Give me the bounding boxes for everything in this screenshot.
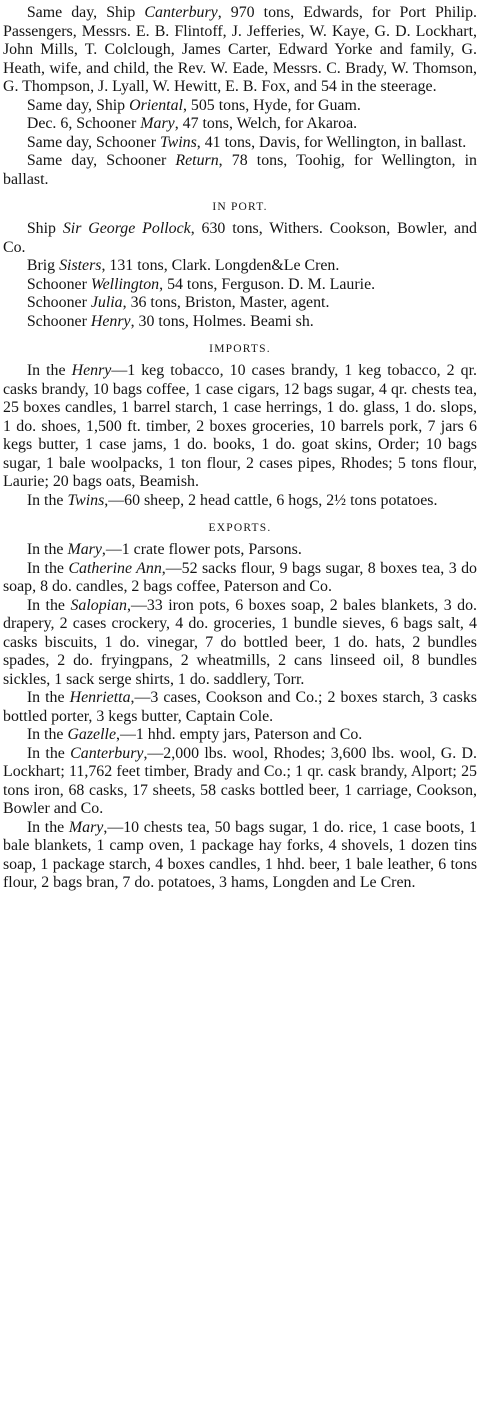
vessel-name: Henry (90, 312, 131, 330)
vessel-name: Gazelle (67, 726, 116, 743)
departures-entry: Same day, Schooner Twins, 41 tons, Davis, for Wellington, in ballast. (26, 133, 467, 151)
exports-entry: In the Henrietta,—3 cases, Cookson and Co.; 2 boxes starch, 3 casks bottled porter, 3 kegs butter, Captain Cole. (3, 689, 477, 725)
departures-entry: Dec. 6, Schooner Mary, 47 tons, Welch, for Akaroa. (26, 115, 358, 132)
vessel-name: Oriental (129, 96, 183, 114)
vessel-name: Salopian (70, 596, 127, 614)
imports-entry: In the Twins,—60 sheep, 2 head cattle, 6 hogs, 2½ tons potatoes. (26, 491, 438, 509)
vessel-name: Mary (140, 115, 175, 132)
in-port-heading: IN PORT. (212, 201, 268, 213)
exports-entry: In the Mary,—1 crate flower pots, Parsons. (26, 541, 302, 558)
departures-entry: Same day, Ship Oriental, 505 tons, Hyde, for Guam. (26, 96, 361, 114)
exports-entry: In the Gazelle,—1 hhd. empty jars, Paterson and Co. (26, 726, 363, 743)
vessel-name: Sir George Pollock (62, 220, 191, 237)
vessel-name: Return (175, 152, 219, 169)
exports-heading: EXPORTS. (208, 522, 272, 534)
exports-entry: In the Salopian,—33 iron pots, 6 boxes soap, 2 bales blankets, 3 do. drapery, 2 cases crockery, 4 do. groceries, 1 bundle sieves, 6 bags salt, 4 casks biscuits, 1 do. vinegar, 7 do bottled beer, 1 do. hats, 2 bundles spades, 2 do. fryingpans, 2 wheatmills, 2 cans linseed oil, 8 bundles sickles, 1 sack serge shirts, 1 do. saddlery, Torr. (3, 596, 477, 688)
imports-entry: In the Henry—1 keg tobacco, 10 cases brandy, 1 keg tobacco, 2 qr. casks brandy, 10 bags coffee, 1 case cigars, 12 bags sugar, 4 qr. chests tea, 25 boxes candles, 1 barrel starch, 1 case herrings, 1 do. glass, 1 do. slops, 1 do. shoes, 1,500 ft. timber, 2 boxes groceries, 10 barrels pork, 7 jars 6 kegs butter, 1 case jams, 1 do. books, 1 do. goat skins, Order; 10 bags sugar, 1 bale woolpacks, 1 ton flour, 2 cases pipes, Rhodes; 5 tons flour, Laurie; 20 bags oats, Beamish. (3, 362, 477, 490)
vessel-name: Twins (159, 133, 197, 151)
vessel-name: Mary (67, 541, 102, 558)
vessel-name: Twins (67, 491, 105, 509)
vessel-name: Sisters (59, 257, 102, 274)
departures-entry: Same day, Ship Canterbury, 970 tons, Edwards, for Port Philip. Passengers, Messrs. E. B. Flintoff, J. Jefferies, W. Kaye, G. D. Lockhart, John Mills, T. Colclough, James Carter, Edward Yorke and family, G. Heath, wife, and child, the Rev. W. Eade, Messrs. C. Brady, W. Thomson, G. Thompson, J. Lyall, W. Hewitt, E. B. Fox, and 54 in the steerage. (3, 4, 477, 95)
in-port-entry: Schooner Henry, 30 tons, Holmes. Beami sh. (26, 312, 314, 330)
exports-section (3, 541, 477, 893)
vessel-name: Catherine Ann (68, 559, 162, 577)
exports-entry: In the Catherine Ann,—52 sacks flour, 9 bags sugar, 8 boxes tea, 3 do soap, 8 do. candles, 2 bags coffee, Paterson and Co. (3, 559, 477, 595)
exports-entry: In the Mary,—10 chests tea, 50 bags sugar, 1 do. rice, 1 case boots, 1 bale blankets, 1 camp oven, 1 package hay forks, 4 shovels, 1 dozen tins soap, 1 package starch, 4 boxes candles, 1 hhd. beer, 1 bale leather, 6 tons flour, 2 bags bran, 7 do. potatoes, 3 hams, Longden and Le Cren. (3, 818, 477, 891)
in-port-entry: Brig Sisters, 131 tons, Clark. Longden&Le Cren. (26, 257, 340, 274)
departures-entry: Same day, Schooner Return, 78 tons, Toohig, for Wellington, in ballast. (3, 152, 478, 188)
vessel-name: Henrietta (69, 689, 131, 706)
imports-heading: IMPORTS. (209, 343, 271, 355)
in-port-section (3, 220, 477, 331)
in-port-entry: Schooner Julia, 36 tons, Briston, Master, agent. (26, 294, 330, 311)
departures-section (3, 4, 477, 189)
in-port-entry: Ship Sir George Pollock, 630 tons, Withers. Cookson, Bowler, and Co. (3, 220, 477, 256)
vessel-name: Mary (68, 818, 104, 836)
vessel-name: Wellington (90, 275, 160, 293)
vessel-name: Henry (71, 362, 112, 379)
vessel-name: Canterbury (144, 4, 218, 21)
imports-section (3, 362, 477, 510)
exports-entry: In the Canterbury,—2,000 lbs. wool, Rhodes; 3,600 lbs. wool, G. D. Lockhart; 11,762 feet timber, Brady and Co.; 1 qr. cask brandy, Alport; 25 tons iron, 68 casks, 17 sheets, 58 casks bottled beer, 1 carriage, Cookson, Bowler and Co. (3, 744, 477, 817)
in-port-entry: Schooner Wellington, 54 tons, Ferguson. D. M. Laurie. (26, 275, 376, 293)
vessel-name: Julia (90, 294, 123, 311)
vessel-name: Canterbury (70, 744, 144, 762)
